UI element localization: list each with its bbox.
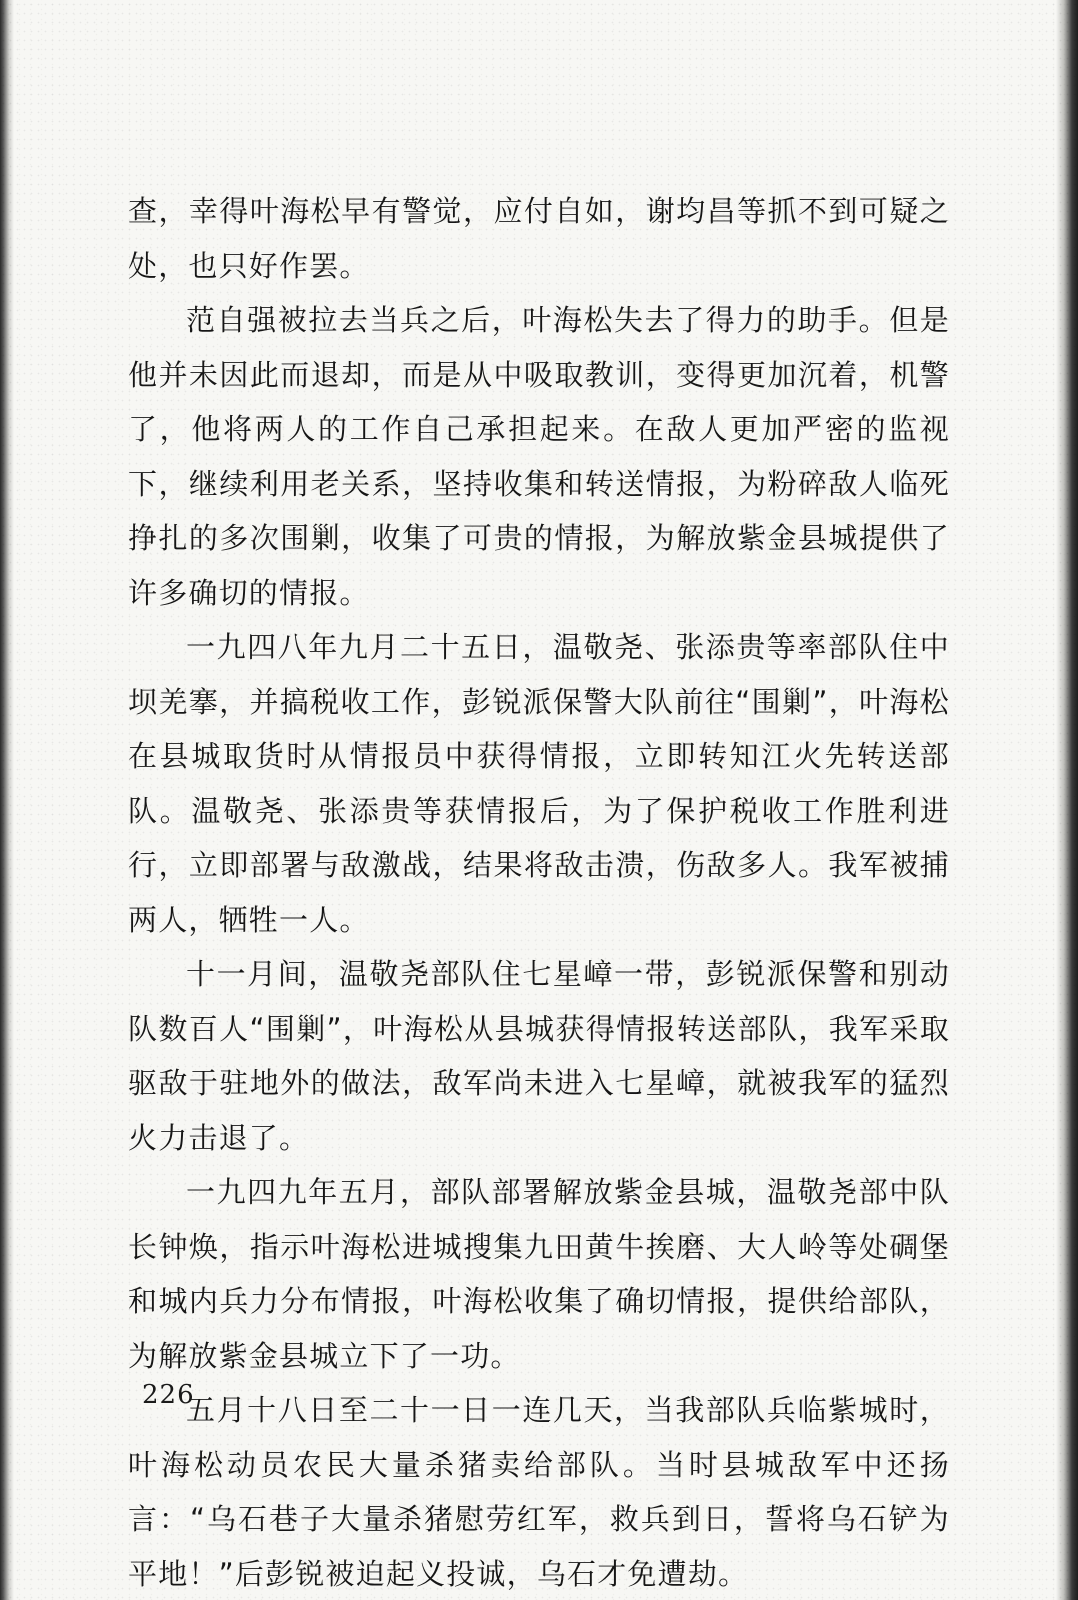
paragraph-continuation: 查，幸得叶海松早有警觉，应付自如，谢均昌等抓不到可疑之处，也只好作罢。	[128, 194, 950, 283]
paragraph-november: 十一月间，温敬尧部队住七星嶂一带，彭锐派保警和别动队数百人“围剿”，叶海松从县城获得情报转送部队，我军采取驱敌于驻地外的做法，敌军尚未进入七星嶂，就被我军的猛烈火力击退了。	[128, 957, 950, 1155]
paragraph-1948-september: 一九四八年九月二十五日，温敬尧、张添贵等率部队住中坝羌搴，并搞税收工作，彭锐派保警大队前往“围剿”，叶海松在县城取货时从情报员中获得情报，立即转知江火先转送部队。温敬尧、张添贵等获情报后，为了保护税收工作胜利进行，立即部署与敌激战，结果将敌击溃，伤敌多人。我军被捕两人，牺牲一人。	[128, 630, 950, 937]
body-text	[128, 184, 950, 1600]
paragraph-fan-ziqiang: 范自强被拉去当兵之后，叶海松失去了得力的助手。但是他并未因此而退却，而是从中吸取教训，变得更加沉着，机警了，他将两人的工作自己承担起来。在敌人更加严密的监视下，继续利用老关系，坚持收集和转送情报，为粉碎敌人临死挣扎的多次围剿，收集了可贵的情报，为解放紫金县城提供了许多确切的情报。	[128, 303, 950, 610]
page-number: 226	[142, 1380, 195, 1410]
page-left-edge-shadow	[0, 0, 14, 1600]
paragraph-1949-may: 一九四九年五月，部队部署解放紫金县城，温敬尧部中队长钟焕，指示叶海松进城搜集九田黄牛挨磨、大人岭等处碉堡和城内兵力分布情报，叶海松收集了确切情报，提供给部队，为解放紫金县城立下了一功。	[128, 1175, 950, 1373]
paragraph-may-18-21: 五月十八日至二十一日一连几天，当我部队兵临紫城时，叶海松动员农民大量杀猪卖给部队。当时县城敌军中还扬言：“乌石巷子大量杀猪慰劳红军，救兵到日，誓将乌石铲为平地！”后彭锐被迫起义投诚，乌石才免遭劫。	[128, 1393, 950, 1591]
page-right-edge-shadow	[1056, 0, 1078, 1600]
